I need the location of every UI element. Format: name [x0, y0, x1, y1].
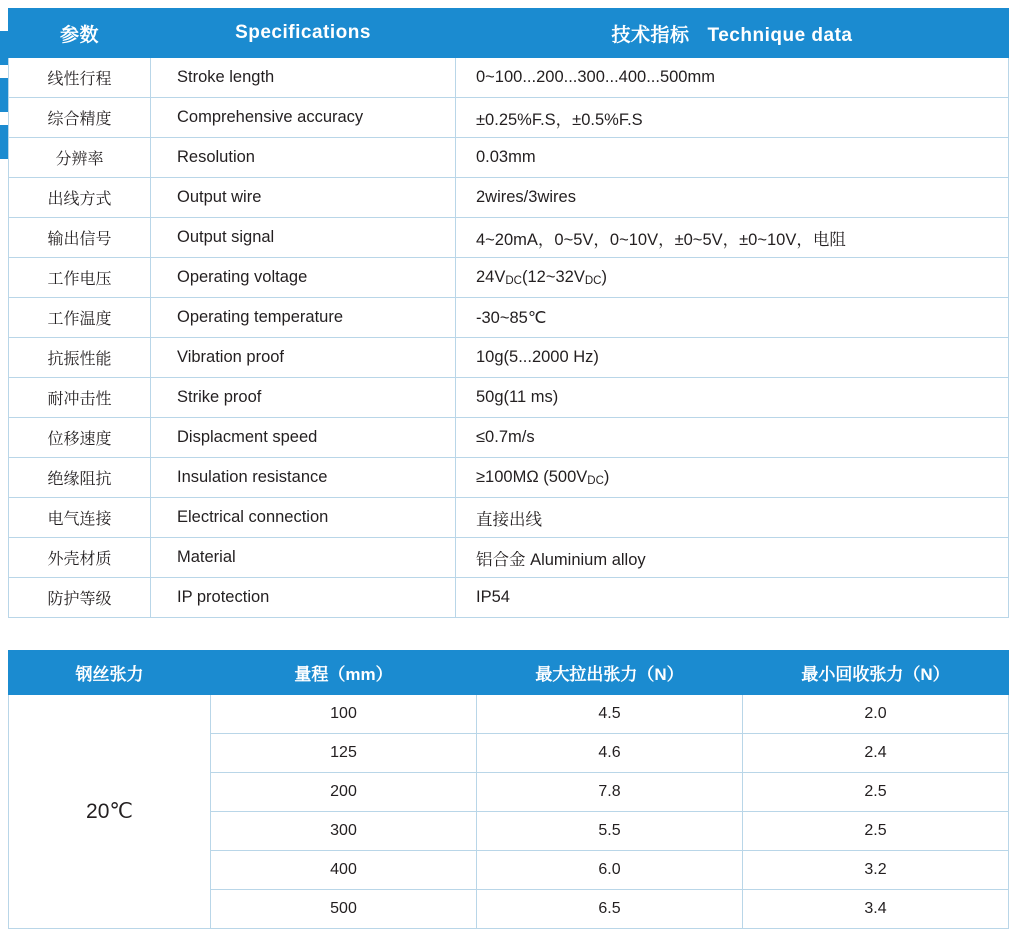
param-cn: 综合精度 — [9, 98, 151, 138]
max-pull-value: 4.6 — [477, 734, 743, 773]
specifications-table — [8, 8, 1009, 618]
range-value: 500 — [211, 890, 477, 929]
max-pull-value: 7.8 — [477, 773, 743, 812]
left-blue-marker-2 — [0, 78, 8, 112]
table-row — [9, 298, 1009, 338]
table-row — [9, 218, 1009, 258]
param-en: Comprehensive accuracy — [151, 98, 456, 138]
header-range: 量程（mm） — [211, 651, 477, 695]
param-cn: 耐冲击性 — [9, 378, 151, 418]
table-header-row — [9, 9, 1009, 58]
table-row — [9, 258, 1009, 298]
max-pull-value: 6.0 — [477, 851, 743, 890]
max-pull-value: 5.5 — [477, 812, 743, 851]
param-cn: 线性行程 — [9, 58, 151, 98]
param-en: Stroke length — [151, 58, 456, 98]
header-min-retract: 最小回收张力（N） — [743, 651, 1009, 695]
param-en: Vibration proof — [151, 338, 456, 378]
param-en: Displacment speed — [151, 418, 456, 458]
table-row — [9, 58, 1009, 98]
value-part: ) — [603, 468, 610, 486]
param-en: Operating temperature — [151, 298, 456, 338]
param-cn: 工作温度 — [9, 298, 151, 338]
table-row — [9, 578, 1009, 618]
min-retract-value: 2.5 — [743, 773, 1009, 812]
param-en: Output signal — [151, 218, 456, 258]
param-cn: 外壳材质 — [9, 538, 151, 578]
header-technique-data-en: Technique data — [707, 24, 853, 46]
param-cn: 电气连接 — [9, 498, 151, 538]
table-row — [9, 138, 1009, 178]
table-row — [9, 498, 1009, 538]
param-cn: 分辨率 — [9, 138, 151, 178]
value-part: ) — [601, 268, 607, 286]
table-header-row — [9, 651, 1009, 695]
param-cn: 工作电压 — [9, 258, 151, 298]
min-retract-value: 2.5 — [743, 812, 1009, 851]
param-value: ≤0.7m/s — [456, 418, 1009, 458]
param-value — [456, 258, 1009, 298]
param-cn: 绝缘阻抗 — [9, 458, 151, 498]
table-row — [9, 418, 1009, 458]
max-pull-value: 6.5 — [477, 890, 743, 929]
value-part: 24V — [476, 268, 506, 286]
table-row — [9, 178, 1009, 218]
max-pull-value: 4.5 — [477, 695, 743, 734]
left-blue-marker-3 — [0, 125, 8, 159]
param-value — [456, 458, 1009, 498]
param-en: Output wire — [151, 178, 456, 218]
header-technique-data — [456, 9, 1009, 58]
param-cn: 防护等级 — [9, 578, 151, 618]
table-row — [9, 98, 1009, 138]
range-value: 100 — [211, 695, 477, 734]
tension-table-container — [8, 650, 1008, 929]
value-part: ≥100MΩ (500V — [476, 468, 588, 486]
temperature-cell: 20℃ — [9, 695, 211, 929]
param-value: 4~20mA，0~5V，0~10V，±0~5V，±0~10V，电阻 — [456, 218, 1009, 258]
table-row — [9, 378, 1009, 418]
table-row — [9, 458, 1009, 498]
min-retract-value: 3.2 — [743, 851, 1009, 890]
param-value: 0.03mm — [456, 138, 1009, 178]
value-part: (12~32V — [521, 268, 585, 286]
wire-tension-table — [8, 650, 1009, 929]
table-row — [9, 695, 1009, 734]
param-en: IP protection — [151, 578, 456, 618]
param-cn: 输出信号 — [9, 218, 151, 258]
min-retract-value: 2.4 — [743, 734, 1009, 773]
header-technique-data-cn: 技术指标 — [611, 24, 690, 46]
param-cn: 位移速度 — [9, 418, 151, 458]
min-retract-value: 3.4 — [743, 890, 1009, 929]
param-en: Strike proof — [151, 378, 456, 418]
header-parameter: 参数 — [9, 9, 151, 58]
value-subscript: DC — [505, 275, 522, 287]
table-row — [9, 538, 1009, 578]
param-value: 10g(5...2000 Hz) — [456, 338, 1009, 378]
header-specifications: Specifications — [151, 9, 456, 58]
range-value: 300 — [211, 812, 477, 851]
table-row — [9, 338, 1009, 378]
range-value: 200 — [211, 773, 477, 812]
param-cn: 出线方式 — [9, 178, 151, 218]
range-value: 125 — [211, 734, 477, 773]
param-en: Material — [151, 538, 456, 578]
param-en: Resolution — [151, 138, 456, 178]
param-value: 2wires/3wires — [456, 178, 1009, 218]
specifications-table-container — [8, 8, 1008, 618]
param-en: Electrical connection — [151, 498, 456, 538]
param-value: ±0.25%F.S，±0.5%F.S — [456, 98, 1009, 138]
param-value: -30~85℃ — [456, 298, 1009, 338]
header-max-pull: 最大拉出张力（N） — [477, 651, 743, 695]
param-value: 直接出线 — [456, 498, 1009, 538]
param-value: 0~100...200...300...400...500mm — [456, 58, 1009, 98]
left-blue-marker-1 — [0, 31, 8, 65]
param-en: Insulation resistance — [151, 458, 456, 498]
param-cn: 抗振性能 — [9, 338, 151, 378]
value-subscript: DC — [587, 475, 604, 487]
param-value: 50g(11 ms) — [456, 378, 1009, 418]
param-value: 铝合金 Aluminium alloy — [456, 538, 1009, 578]
value-subscript: DC — [584, 275, 602, 287]
min-retract-value: 2.0 — [743, 695, 1009, 734]
header-wire-tension: 钢丝张力 — [9, 651, 211, 695]
range-value: 400 — [211, 851, 477, 890]
param-value: IP54 — [456, 578, 1009, 618]
param-en: Operating voltage — [151, 258, 456, 298]
